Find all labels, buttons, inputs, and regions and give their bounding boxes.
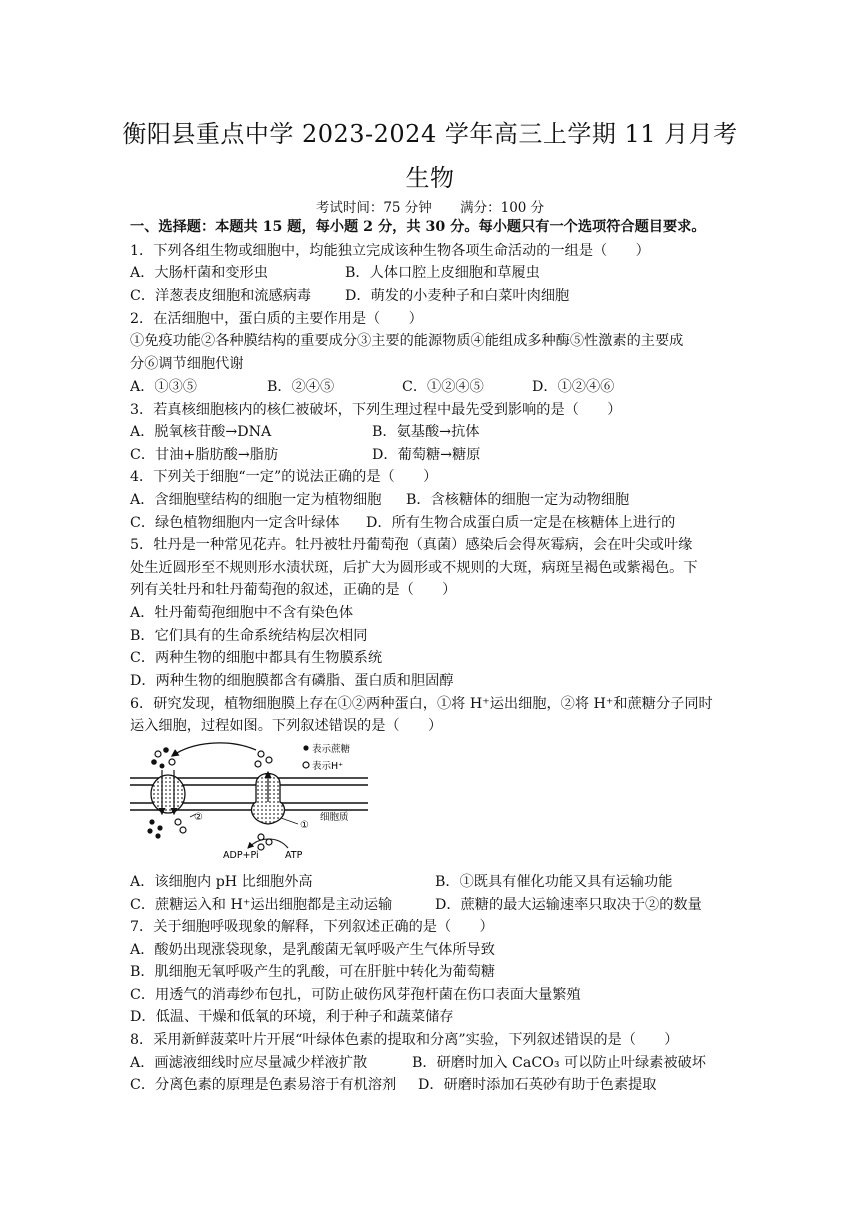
exam-score: 满分：100 分 xyxy=(460,200,545,216)
q3-option-c: C．甘油+脂肪酸→脂肪 xyxy=(130,447,279,463)
q2-line: ①免疫功能②各种膜结构的重要成分③主要的能源物质④能组成多种酶⑤性激素的主要成 xyxy=(130,333,684,349)
q8-stem: 8．采用新鲜菠菜叶片开展“叶绿体色素的提取和分离”实验，下列叙述错误的是（ ） xyxy=(130,1032,679,1048)
section-heading: 一、选择题：本题共 15 题，每小题 2 分，共 30 分。每小题只有一个选项符合题目要求。 xyxy=(130,219,706,235)
q6-option-c: C．蔗糖运入和 H⁺运出细胞都是主动运输 xyxy=(130,897,393,913)
q3-option-a: A．脱氧核苷酸→DNA xyxy=(130,424,272,440)
legend-sucrose: 表示蔗糖 xyxy=(312,744,351,755)
q1-stem: 1．下列各组生物或细胞中，均能独立完成该种生物各项生命活动的一组是（ ） xyxy=(130,243,650,259)
exam-title: 衡阳县重点中学 2023-2024 学年高三上学期 11 月月考 xyxy=(122,120,738,148)
q7-option-d: D．低温、干燥和低氧的环境，利于种子和蔬菜储存 xyxy=(130,1009,454,1025)
cytoplasm-label: 细胞质 xyxy=(320,812,349,823)
q4-stem: 4．下列关于细胞“一定”的说法正确的是（ ） xyxy=(130,469,438,485)
q6-option-b: B．①既具有催化功能又具有运输功能 xyxy=(435,874,673,890)
q6-line: 运入细胞，过程如图。下列叙述错误的是（ ） xyxy=(130,718,443,734)
q4-option-c: C．绿色植物细胞内一定含叶绿体 xyxy=(130,515,340,531)
q1-option-a: A．大肠杆菌和变形虫 xyxy=(130,265,268,281)
q1-option-b: B．人体口腔上皮细胞和草履虫 xyxy=(345,265,540,281)
q4-option-a: A．含细胞壁结构的细胞一定为植物细胞 xyxy=(130,492,382,508)
legend-sucrose-marker xyxy=(303,745,308,750)
q2-option-a: A．①③⑤ xyxy=(130,379,197,395)
q5-option-b: B．它们具有的生命系统结构层次相同 xyxy=(130,628,368,644)
subject-title: 生物 xyxy=(405,164,455,192)
q5-stem: 5．牡丹是一种常见花卉。牡丹被牡丹葡萄孢（真菌）感染后会得灰霉病，会在叶尖或叶缘 xyxy=(130,537,693,553)
q3-option-d: D．葡萄糖→糖原 xyxy=(372,447,481,463)
q8-option-b: B．研磨时加入 CaCO₃ 可以防止叶绿素被破坏 xyxy=(412,1055,706,1071)
q3-option-b: B．氨基酸→抗体 xyxy=(372,424,480,440)
atp-label: ATP xyxy=(285,850,303,861)
q6-option-a: A．该细胞内 pH 比细胞外高 xyxy=(130,874,313,890)
q5-line: 列有关牡丹和牡丹葡萄孢的叙述，正确的是（ ） xyxy=(130,582,457,598)
q5-line: 处生近圆形至不规则形水渍状斑，后扩大为圆形或不规则的大斑，病斑呈褐色或紫褐色。下 xyxy=(130,560,698,576)
label-protein-2: ② xyxy=(194,812,203,823)
label-protein-1: ① xyxy=(300,820,309,831)
q4-option-d: D．所有生物合成蛋白质一定是在核糖体上进行的 xyxy=(366,515,676,531)
q6-option-d: D．蔗糖的最大运输速率只取决于②的数量 xyxy=(435,897,702,913)
q8-option-d: D．研磨时添加石英砂有助于色素提取 xyxy=(418,1077,657,1093)
exam-info xyxy=(0,196,860,216)
protein-2 xyxy=(151,775,185,813)
q2-option-c: C．①②④⑤ xyxy=(402,379,484,395)
q7-option-a: A．酸奶出现涨袋现象，是乳酸菌无氧呼吸产生气体所导致 xyxy=(130,942,495,958)
q8-option-a: A．画滤液细线时应尽量减少样液扩散 xyxy=(130,1055,368,1071)
q2-line: 分⑥调节细胞代谢 xyxy=(130,356,244,372)
legend-h-marker xyxy=(303,762,309,768)
membrane-transport-figure xyxy=(128,740,378,862)
q5-option-c: C．两种生物的细胞中都具有生物膜系统 xyxy=(130,650,383,666)
q7-option-b: B．肌细胞无氧呼吸产生的乳酸，可在肝脏中转化为葡萄糖 xyxy=(130,964,496,980)
q2-stem: 2．在活细胞中，蛋白质的主要作用是（ ） xyxy=(130,311,423,327)
q3-stem: 3．若真核细胞核内的核仁被破坏，下列生理过程中最先受到影响的是（ ） xyxy=(130,402,622,418)
q6-stem: 6．研究发现，植物细胞膜上存在①②两种蛋白，①将 H⁺运出细胞，②将 H⁺和蔗糖分子同时 xyxy=(130,696,713,712)
q2-option-d: D．①②④⑥ xyxy=(532,379,615,395)
q8-option-c: C．分离色素的原理是色素易溶于有机溶剂 xyxy=(130,1077,397,1093)
q1-option-d: D．萌发的小麦种子和白菜叶肉细胞 xyxy=(345,288,570,304)
q7-option-c: C．用透气的消毒纱布包扎，可防止破伤风芽孢杆菌在伤口表面大量繁殖 xyxy=(130,987,581,1003)
adp-label: ADP+Pi xyxy=(223,850,259,861)
legend-h: 表示H⁺ xyxy=(312,761,344,772)
q2-option-b: B．②④⑤ xyxy=(267,379,335,395)
q1-option-c: C．洋葱表皮细胞和流感病毒 xyxy=(130,288,312,304)
q5-option-a: A．牡丹葡萄孢细胞中不含有染色体 xyxy=(130,605,354,621)
q7-stem: 7．关于细胞呼吸现象的解释，下列叙述正确的是（ ） xyxy=(130,919,494,935)
exam-time: 考试时间：75 分钟 xyxy=(315,200,432,216)
q5-option-d: D．两种生物的细胞膜都含有磷脂、蛋白质和胆固醇 xyxy=(130,673,454,689)
q4-option-b: B．含核糖体的细胞一定为动物细胞 xyxy=(406,492,630,508)
